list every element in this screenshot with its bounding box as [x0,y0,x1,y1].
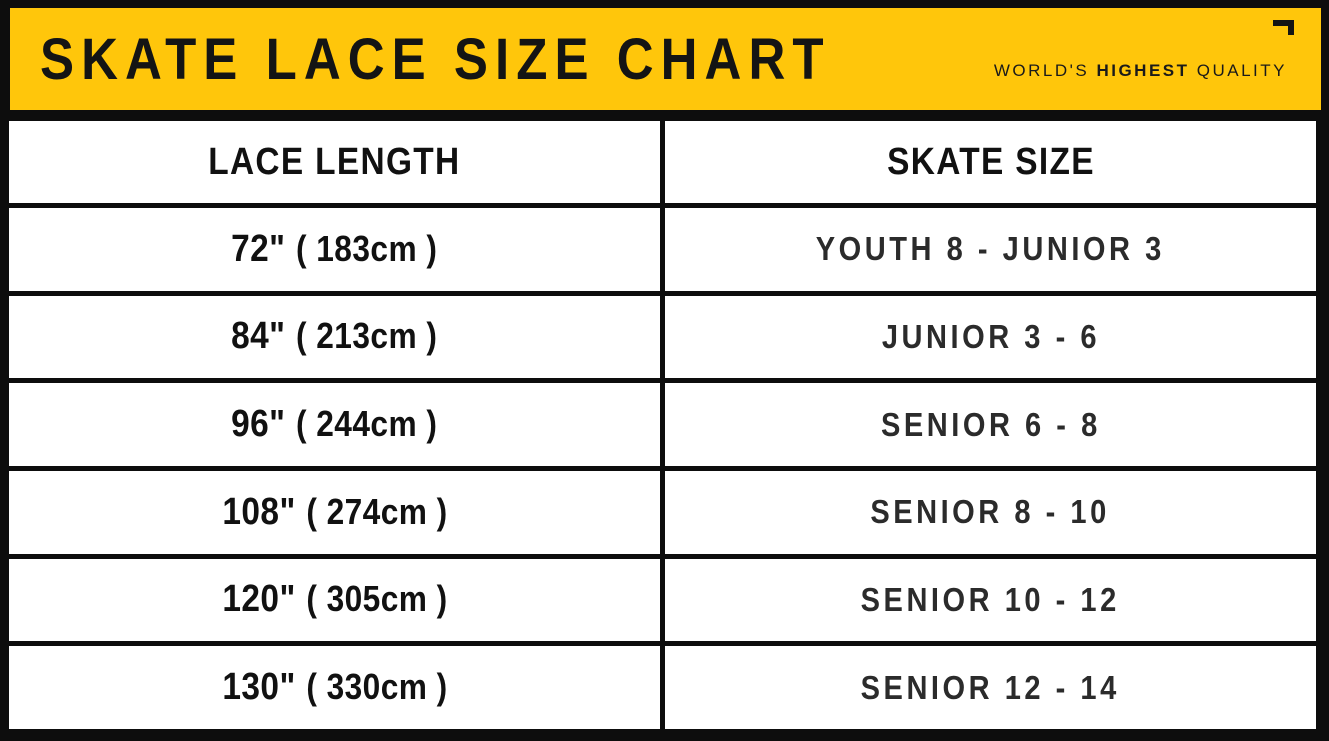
table-row [7,381,1319,469]
column-header-lace-length: LACE LENGTH [7,119,663,206]
table-row [7,644,1319,732]
skate-size-cell: SENIOR 10 - 12 [663,556,1319,644]
column-header-skate-size: SKATE SIZE [663,119,1319,206]
tagline-suffix: QUALITY [1196,61,1287,80]
table-row [7,556,1319,644]
lace-length-cell: 108" ( 274cm ) [7,468,663,556]
lace-length-cell: 72" ( 183cm ) [7,206,663,294]
table-row [7,206,1319,294]
lace-length-cell: 120" ( 305cm ) [7,556,663,644]
page-title: SKATE LACE SIZE CHART [40,26,831,92]
skate-size-cell: SENIOR 6 - 8 [663,381,1319,469]
corner-bracket-icon [1273,20,1294,35]
lace-length-cell: 96" ( 244cm ) [7,381,663,469]
size-chart-table [4,116,1321,734]
table-header-row [7,119,1319,206]
skate-size-cell: SENIOR 12 - 14 [663,644,1319,732]
banner [10,8,1321,110]
lace-length-cell: 84" ( 213cm ) [7,293,663,381]
lace-length-cell: 130" ( 330cm ) [7,644,663,732]
tagline-prefix: WORLD'S [993,61,1090,80]
table-row [7,468,1319,556]
skate-size-cell: SENIOR 8 - 10 [663,468,1319,556]
tagline-emphasis: HIGHEST [1096,61,1190,80]
skate-size-cell: YOUTH 8 - JUNIOR 3 [663,206,1319,294]
table-row [7,293,1319,381]
skate-size-cell: JUNIOR 3 - 6 [663,293,1319,381]
tagline [994,61,1287,81]
